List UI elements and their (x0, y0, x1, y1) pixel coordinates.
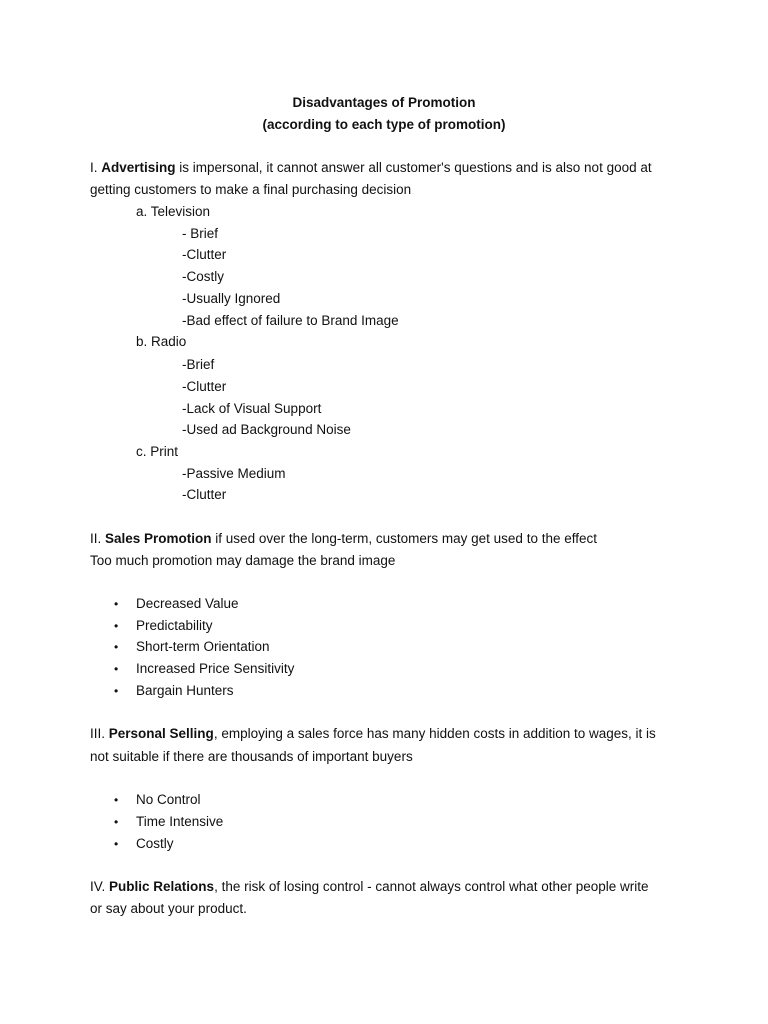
list-item: -Lack of Visual Support (182, 401, 322, 416)
list-item: -Clutter (182, 379, 227, 394)
sales-promotion-name: Sales Promotion (105, 531, 212, 546)
list-item: Predictability (136, 618, 213, 633)
sales-promotion-prefix: II. (90, 531, 106, 546)
public-relations-desc: , the risk of losing control - cannot always control what other people write (214, 879, 649, 894)
sales-promotion-desc-line2: Too much promotion may damage the brand image (90, 553, 396, 568)
list-item: -Bad effect of failure to Brand Image (182, 313, 399, 328)
list-item: No Control (136, 792, 201, 807)
public-relations-desc-line2: or say about your product. (90, 901, 247, 916)
public-relations-heading (90, 878, 649, 896)
advertising-desc-line2: getting customers to make a final purchasing decision (90, 182, 412, 197)
list-item: -Clutter (182, 487, 227, 502)
list-item: Decreased Value (136, 596, 239, 611)
television-label: a. Television (136, 204, 211, 219)
list-item: Short-term Orientation (136, 639, 270, 654)
personal-selling-prefix: III. (90, 726, 109, 741)
public-relations-name: Public Relations (109, 879, 215, 894)
personal-selling-desc: , employing a sales force has many hidden costs in addition to wages, it is (213, 726, 656, 741)
bullet-icon: • (114, 640, 119, 654)
bullet-icon: • (114, 793, 119, 807)
list-item: Increased Price Sensitivity (136, 661, 295, 676)
list-item: Costly (136, 836, 174, 851)
bullet-icon: • (114, 837, 119, 851)
bullet-icon: • (114, 662, 119, 676)
sales-promotion-heading (90, 530, 597, 548)
advertising-desc: is impersonal, it cannot answer all customer's questions and is also not good at (175, 160, 652, 175)
advertising-heading (90, 159, 652, 177)
bullet-icon: • (114, 619, 119, 633)
list-item: Time Intensive (136, 814, 224, 829)
sales-promotion-desc: if used over the long-term, customers may get used to the effect (211, 531, 597, 546)
document-title: Disadvantages of Promotion (292, 95, 476, 110)
bullet-icon: • (114, 597, 119, 611)
list-item: -Costly (182, 269, 225, 284)
bullet-icon: • (114, 815, 119, 829)
bullet-icon: • (114, 684, 119, 698)
print-label: c. Print (136, 444, 179, 459)
list-item: -Clutter (182, 247, 227, 262)
list-item: -Usually Ignored (182, 291, 281, 306)
public-relations-prefix: IV. (90, 879, 110, 894)
advertising-prefix: I. (90, 160, 102, 175)
personal-selling-desc-line2: not suitable if there are thousands of important buyers (90, 749, 413, 764)
list-item: -Used ad Background Noise (182, 422, 351, 437)
personal-selling-heading (90, 725, 656, 743)
personal-selling-name: Personal Selling (108, 726, 214, 741)
list-item: Bargain Hunters (136, 683, 234, 698)
list-item: - Brief (182, 226, 219, 241)
document-subtitle: (according to each type of promotion) (262, 117, 506, 132)
list-item: -Brief (182, 357, 215, 372)
list-item: -Passive Medium (182, 466, 286, 481)
radio-label: b. Radio (136, 334, 187, 349)
advertising-name: Advertising (101, 160, 176, 175)
